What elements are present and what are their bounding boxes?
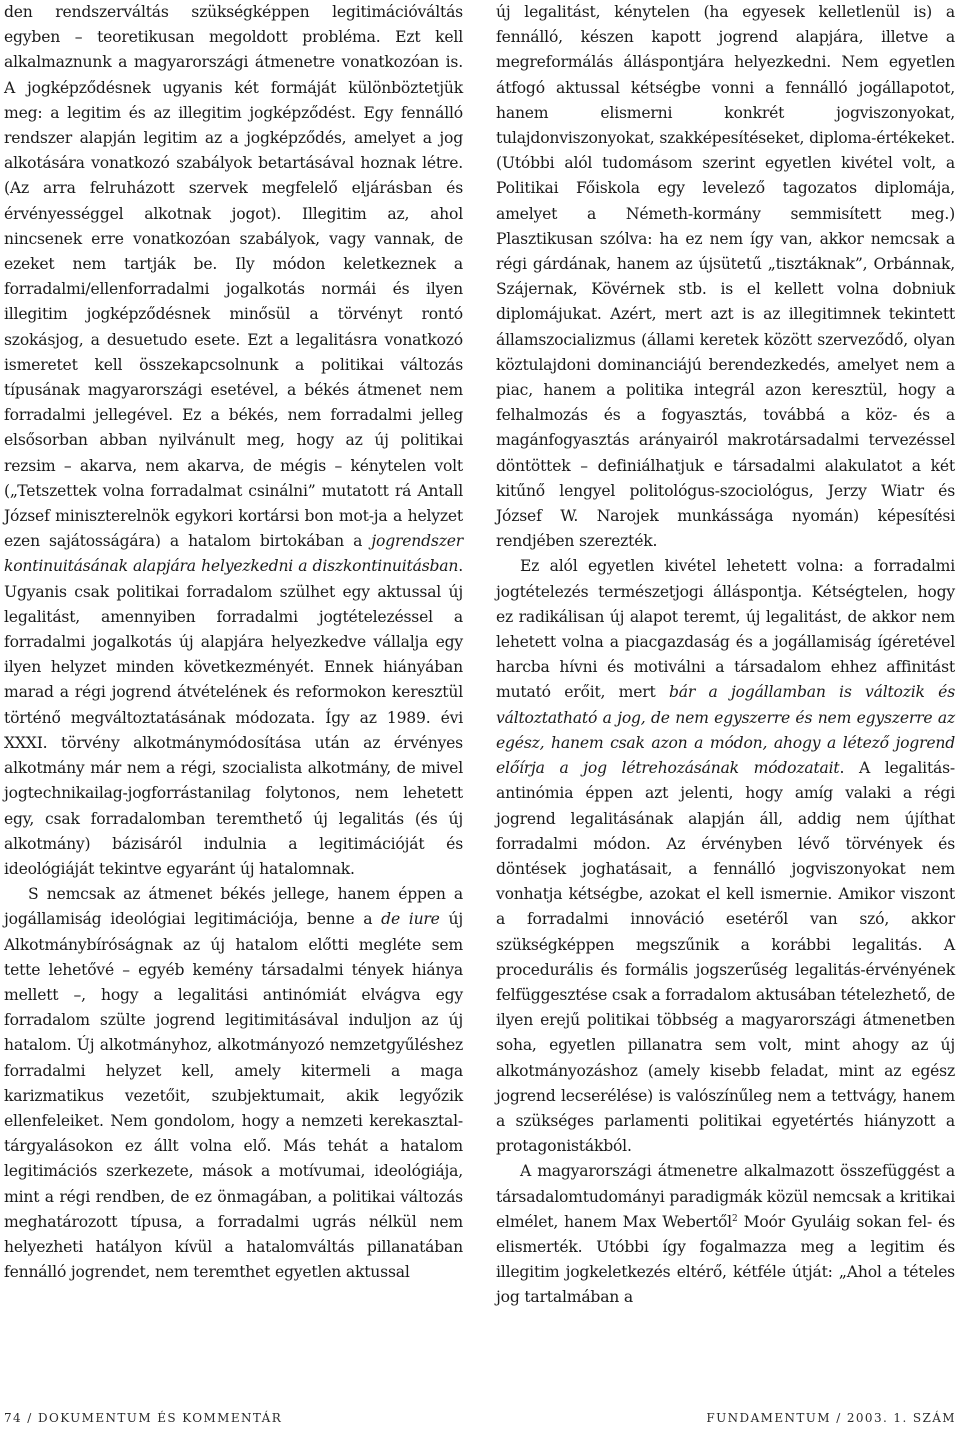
footer-page-label: 74 / DOKUMENTUM ÉS KOMMENTÁR	[4, 1411, 283, 1425]
emphasis-text: bár a jogállamban is változik és változtatható a jog, de nem egyszerre és nem egyszerre az egész, hanem csak azon a módon, ahogy a létező jogrend előírja a jog létrehozásának módozatait	[496, 683, 956, 778]
text-run: Ez alól egyetlen kivétel lehetett volna: a forradalmi jogtételezés természetjogi álláspontja. Kétségtelen, hogy ez radikálisan új alapot teremt, új legalitást, de akkor nem lehetett volna a piacgazdaság és a jogállamiság ígéretével harcba hívni és motiválni a társadalom ehhez affinitást mutató erőit, mert	[496, 557, 955, 702]
right-column	[496, 0, 955, 1311]
right-paragraph-1	[496, 0, 955, 554]
left-paragraph-1	[4, 0, 463, 882]
text-run: A magyarországi átmenetre alkalmazott összefüggést a társadalomtudományi paradigmák közül nemcsak a kritikai elmélet, hanem Max Webertől	[496, 1162, 955, 1231]
left-column	[4, 0, 463, 1285]
footer-journal-label: FUNDAMENTUM / 2003. 1. SZÁM	[706, 1411, 956, 1425]
text-run: . Ugyanis csak politikai forradalom szülhet egy aktussal új legalitást, amennyiben forradalmi jogtételezéssel a forradalmi jogalkotás új alapjára helyezkedve vállalja egy ilyen helyzet minden következményét. Ennek hiányában marad a régi jogrend átvételének és reformokon keresztül történő megváltoztatásának módozata. Így az 1989. évi XXXI. törvény alkotmánymódosítása után az érvényes alkotmány már nem a régi, szocialista alkotmány, de mivel jogtechnikailag-jogforrástanilag folytonos, nem lehetett egy, csak forradalomban teremthető új legalitás (és új alkotmány) bázisáról indulnia a legitimációját és ideológiáját tekintve egyaránt új hatalomnak.	[4, 557, 463, 878]
text-run: S nemcsak az átmenet békés jellege, hanem éppen a jogállamiság ideológiai legitimációja, benne a	[4, 885, 463, 929]
text-run: Moór Gyuláig sokan fel- és elismerték. Utóbbi így fogalmazza meg a legitim és illegitim jogkeletkezés eltérő, kétféle útját: „Ahol a tételes jog tartalmában a	[496, 1212, 956, 1307]
text-run: den rendszerváltás szükségképpen legitimációváltás egyben – teoretikusan megoldott probléma. Ezt kell alkalmaznunk a magyarországi átmenetre vonatkozóan is. A jogképződésnek ugyanis két formáját különböztetjük meg: a legitim és az illegitim jogképződést. Egy fennálló rendszer alapján legitim az a jogképződés, amelyet a jog alkotására vonatkozó szabályok betartásával hoznak létre. (Az arra felruházott szervek megfelelő eljárásban és érvényességgel alkotnak jogot). Illegitim az, ahol nincsenek erre vonatkozóan szabályok, vagy vannak, de ezeket nem tartják be. Ily módon keletkeznek a forradalmi/ellenforradalmi jogalkotás normái és ilyen illegitim jogképződésnek minősül a törvényt rontó szokásjog, a desuetudo esete. Ezt a legalitásra vonatkozó ismeretet kell összekapcsolnunk a politikai változás típusának magyarországi esetével, a békés átmenet nem forradalmi jellegével. Ez a békés, nem forradalmi jelleg elsősorban abban nyilvánult meg, hogy az új politikai rezsim – akarva, nem akarva, de mégis – kénytelen volt („Tetszettek volna forradalmat csinálni” mutatott rá Antall József miniszterelnök egykori kortársi bon mot-ja a helyzet ezen sajátosságára) a hatalom birtokában a	[4, 3, 463, 551]
left-paragraph-2	[4, 882, 463, 1285]
text-run: új Alkotmánybíróságnak az új hatalom előtti megléte sem tette lehetővé – egyéb kemény társadalmi tények hiánya mellett –, hogy a legalitási antinómiát elvágva egy forradalom szülte jogrend legitimitásával induljon az új hatalom. Új alkotmányhoz, alkotmányozó nemzetgyűléshez forradalmi helyzet kell, amely kitermeli a maga karizmatikus vezetőit, szubjektumait, akik legyőzik ellenfeleiket. Nem gondolom, hogy a nemzeti kerekasztal-tárgyalásokon ez állt volna elő. Más tehát a hatalom legitimációs szerkezete, mások a motívumai, ideológiája, mint a régi rendben, de ez önmagában, a politikai változás meghatározott típusa, a forradalmi ugrás nélkül nem helyezheti hatályon kívül a hatalomváltás pillanatában fennálló jogrendet, nem teremthet egyetlen aktussal	[4, 910, 463, 1282]
emphasis-text: de iure	[381, 910, 440, 929]
text-run: . A legalitás-antinómia éppen azt jelenti, hogy amíg valaki a régi jogrend legalitásának alapján áll, addig nem újíthat forradalmi módon. Az érvényben lévő törvények és döntések joghatásait, a fennálló jogviszonyokat nem vonhatja kétségbe, azokat el kell ismernie. Amikor viszont a forradalmi innováció esetéről van szó, akkor szükségképpen megszűnik a korábbi legalitás. A procedurális és formális jogszerűség legalitás-érvényének felfüggesztése csak a forradalom aktusában tételezhető, de ilyen erejű politikai többség a magyarországi átmenetben soha, egyetlen pillanatra sem volt, mint ahogy az új alkotmányozáshoz (amely kisebb feladat, mint az egész jogrend lecserélése) is valószínűleg nem a tettvágy, hanem a szükséges parlamenti politikai egyetértés hiányzott a protagonistákból.	[496, 759, 955, 1156]
right-paragraph-2	[496, 554, 955, 1159]
right-paragraph-3	[496, 1159, 955, 1310]
text-run: új legalitást, kénytelen (ha egyesek kelletlenül is) a fennálló, készen kapott jogrend alapjára, illetve a megreformálás álláspontjára helyezkedni. Nem egyetlen átfogó aktussal kétségbe vonni a fennálló jogállapotot, hanem elismerni konkrét jogviszonyokat, tulajdonviszonyokat, szakképesítéseket, diploma-értékeket. (Utóbbi alól tudomásom szerint egyetlen kivétel volt, a Politikai Főiskola egy levelező tagozatos diplomája, amelyet a Németh-kormány semmisített meg.) Plasztikusan szólva: ha ez nem így van, akkor nemcsak a régi gárdának, hanem az újsütetű „tisztáknak”, Orbánnak, Szájernak, Kövérnek stb. is el kellett volna dobniuk diplomájukat. Azért, mert azt is az illegitimnek tekintett államszocializmus (állami keretek között szerveződő, olyan köztulajdoni dominanciájú berendezkedés, amelyet nem a piac, hanem a politika integrál azon keresztül, hogy a felhalmozás és a fogyasztás, továbbá a köz- és a magánfogyasztás arányairól makrotársadalmi tervezéssel döntöttek – definiálhatjuk e társadalmi alakulatot a két kitűnő lengyel politológus-szociológus, Jerzy Wiatr és József W. Narojek munkássága nyomán) képesítési rendjében szerezték.	[496, 3, 955, 551]
emphasis-text: jogrendszer kontinuitásának alapjára helyezkedni a diszkontinuitásban	[4, 532, 463, 576]
footnote-marker: 2	[731, 1213, 738, 1224]
